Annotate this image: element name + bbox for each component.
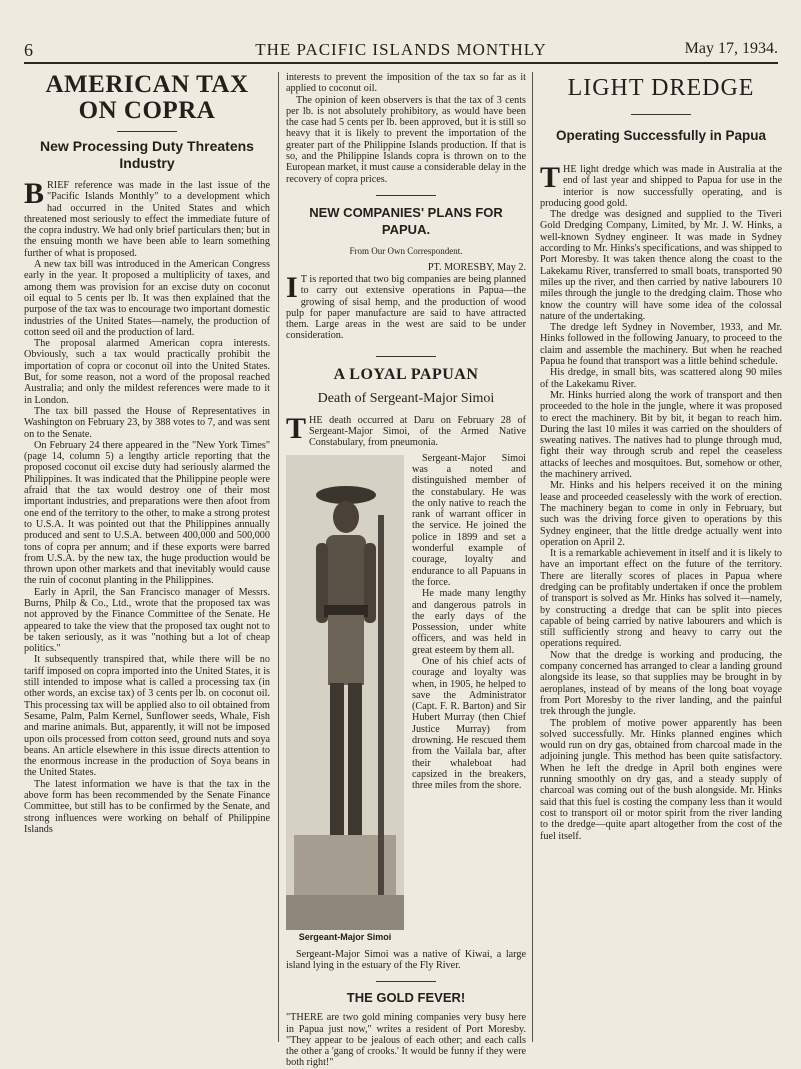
paragraph: The proposal alarmed American copra interests. Obviously, such a tax would practically prohibit the importation of copra or coconut oil into the United States. But, for some reason, not a word of the proposal reached Australia; and only the mildest references were made to it in London. [24, 338, 270, 406]
page-header [24, 40, 778, 64]
paragraph: His dredge, in small bits, was scattered along 90 miles of the Lakekamu River. [540, 367, 782, 390]
paragraph: Sergeant-Major Simoi was a noted and distinguished member of the constabulary. He was the only native to reach the rank of warrant officer in the service. He joined the police in 1899 and set a wonderful example of courage, loyalty and endurance to all Papuans in the force. [412, 452, 526, 588]
paragraph: Mr. Hinks hurried along the work of transport and then proceeded to the hole in the jungle, where it was proposed to erect the machinery. Bit by bit, it began to reach him. During the last 10 miles it was carried on the shoulders of sweating natives. The natives had to plunge through mud, fight their way through scrub and repel the ceaseless attacks of leeches and mosquitoes. But, somehow or other, the machinery arrived. [540, 389, 782, 481]
gold-body [286, 1012, 526, 1068]
dredge-headline: LIGHT DREDGE [567, 75, 755, 101]
issue-date: May 17, 1934. [684, 40, 778, 57]
paragraph: RIEF reference was made in the last issue of the "Pacific Islands Monthly" to a development which had occurred in the United States and which threatened most seriously to effect the immediate future of the copra industry. We had only brief particulars then; but in the ensuing month we have been able to learn something further of what is proposed. [24, 180, 270, 259]
paragraph: Sergeant-Major Simoi was a native of Kiwai, a large island lying in the estuary of the Fly River. [286, 948, 526, 971]
paragraph: HE light dredge which was made in Australia at the end of last year and shipped to Papua for use in the interior is now successfully operating, and is producing good gold. [540, 164, 782, 209]
paragraph: The latest information we have is that the tax in the above form has been recommended by the Senate Finance Committee, but still has to be confirmed by the Senate, and strong influences were working on behalf of Philippine Islands [24, 778, 270, 835]
column-2 [286, 72, 526, 1069]
papuan-body [286, 411, 526, 971]
papuan-subhead: Death of Sergeant-Major Simoi [317, 390, 495, 406]
page-number: 6 [24, 40, 33, 60]
paragraph: T is reported that two big companies are being planned to carry out extensive operations in Papua—the growing of sisal hemp, and the production of wood pulp for paper manufacture are said to have attracted them. Large areas in the west are said to be under consideration. [286, 273, 526, 342]
photo-sergeant-major-simoi [286, 455, 404, 947]
dredge-subhead: Operating Successfully in Papua [555, 128, 767, 143]
paragraph: On February 24 there appeared in the "New York Times" (page 14, column 5) a lengthy article reporting that the proposed coconut oil excise duty had seriously alarmed the Philippines. It was indicated that the Philippine people were afraid that the tax would destroy one of their most important industries, and preparations were then afoot from one end of the territory to the other, to make a strong protest to U.S.A. It was pointed out that the Philippines annually produced and sent to U.S.A. between 400,000 and 500,000 tons of copra per annum; and if these exports were barred from U.S.A. by the new tax, the huge production would be thrown upon other markets and that inevitably would cause the ruin of coconut planting in the Philippines. [24, 439, 270, 587]
paragraph: HE death occurred at Daru on February 28 of Sergeant-Major Simoi, of the Armed Native Constabulary, from pneumonia. [309, 414, 526, 449]
paragraph: "THERE are two gold mining companies very busy here in Papua just now," writes a resident of Port Moresby. "They appear to be jealous of each other; and each calls the other a 'gang of crooks.' It would be funny if they were both right!" [286, 1012, 526, 1069]
divider [376, 195, 436, 196]
dropcap: I [286, 270, 298, 304]
paragraph: The opinion of keen observers is that the tax of 3 cents per lb. is not absolutely prohibitory, as would have been the case had 5 cents per lb. been approved, but it is still so heavy that it is likely to prevent the importation of the greater part of the Philippine Islands production. If that is so, and the Philippine Islands copra is thrown on to the European market, it must cause a considerable delay in the recovery of copra prices. [286, 94, 526, 185]
dredge-body [540, 161, 782, 842]
column-1 [24, 72, 270, 835]
paragraph: The tax bill passed the House of Representatives in Washington on February 23, by 388 votes to 7, and was sent on to the Senate. [24, 405, 270, 440]
paragraph: Early in April, the San Francisco manager of Messrs. Burns, Philp & Co., Ltd., wrote that the proposed tax was not approved by the Finance Committee of the Senate. He appeared to take the view that the proposed tax ought not to be taken seriously, as it was "nothing but a lot of cheap politics." [24, 586, 270, 655]
paragraph: Now that the dredge is working and producing, the company concerned has arranged to clear a landing ground alongside its lease, so that supplies may be brought in by aeroplanes, instead of by means of the long boat voyage from Port Moresby to the river landing, and the painful trek through the jungle. [540, 649, 782, 718]
tax-headline: AMERICAN TAX ON COPRA [45, 71, 249, 124]
paragraph: A new tax bill was introduced in the American Congress early in the year. It proposed a multiplicity of taxes, and among them was provision for an excise duty on coconut oil equal to 5 cents per lb. It was then explained that the purpose of the tax was to encourage two important domestic industries of the United States—namely, the production of cotton seed oil and the production of lard. [24, 259, 270, 338]
paragraph: Mr. Hinks and his helpers received it on the mining lease and proceeded ceaselessly with the work of erection. The machinery began to come in only in February, but such was the driving force given to operations by this Sydney engineer, that the little dredge actually went into operation on April 2. [540, 480, 782, 548]
divider [376, 356, 436, 357]
paragraph: It is a remarkable achievement in itself and it is likely to have an important effect on the future of the territory. There are literally scores of places in Papua where dredging can be profitably undertaken if once the problem of transport is solved as Mr. Hinks has solved it—namely, by constructing a dredge that can be split into pieces capable of being carried by native labourers and which is still sufficiently strong and heavy to carry out the operations required. [540, 548, 782, 650]
paragraph: The problem of motive power apparently has been solved successfully. Mr. Hinks planned engines which would run on dry gas, obtained from charcoal made in the adjoining jungle. This method has been quite satisfactory. When he left the dredge in April both engines were running smoothly on dry gas, and a steady supply of charcoal was coming out of the bush alongside. Mr. Hinks said that this fuel is costing the company less than it would cost to transport oil or motor spirit from the river landing to the dredge—quite apart altogether from the cost of the fuel itself. [540, 717, 782, 842]
dropcap: B [24, 177, 45, 210]
paragraph: interests to prevent the imposition of the tax so far as it applied to coconut oil. [286, 72, 526, 95]
paragraph: The dredge left Sydney in November, 1933, and Mr. Hinks followed in the following January, to proceed to the claim and assemble the machinery. But when he reached Papua he found that transport was a little behind schedule. [540, 322, 782, 368]
dropcap: T [540, 161, 561, 194]
paragraph: The dredge was designed and supplied to the Tiveri Gold Dredging Company, Limited, by Mr. J. W. Hinks, a well-known Sydney engineer. It was made in Sydney according to Mr. Hinks's specifications, and was shipped to Port Moresby. It was taken thence along the coast to the Lakekamu River, transferred to small boats, transported 90 miles up the river, and then carried by native labourers 10 miles through the jungle to the dredging claim. Those who know the country will have some idea of the colossal nature of the undertaking. [540, 209, 782, 322]
gold-headline: THE GOLD FEVER! [346, 990, 466, 1006]
dateline: PT. MORESBY, May 2. [427, 261, 526, 273]
column-rule [278, 72, 279, 1042]
column-rule [532, 72, 533, 1042]
papuan-headline: A LOYAL PAPUAN [333, 365, 479, 383]
paragraph: It subsequently transpired that, while there will be no tariff imposed on copra imported into the United States, it is still intended to impose what is called a processing tax (in other words, an excise tax) of 3 cents per lb. on coconut oil. This processing tax will be applied also to oil obtained from Sesame, Palm, Palm Kernel, Sunflower seeds, Whale, Fish and marine animals. But, apparently, it will not be imposed upon oils processed from cotton seed, ground nuts and soya beans. An article elsewhere in this issue directs attention to the enormous increase in the production of Soya beans in the United States. [24, 654, 270, 779]
paragraph: He made many lengthy and dangerous patrols in the early days of the Possession, under white officers, and was held in great esteem by them all. [412, 588, 526, 656]
tax-subhead: New Processing Duty Threatens Industry [40, 138, 254, 171]
tax-article-body [24, 177, 270, 835]
divider [117, 131, 177, 132]
divider [631, 114, 691, 115]
column-3 [540, 72, 782, 842]
byline: From Our Own Correspondent. [349, 245, 463, 256]
portrait-image [286, 455, 404, 930]
paragraph: One of his chief acts of courage and loyalty was when, in 1905, he helped to save the Administrator (Capt. F. R. Barton) and Sir Hubert Murray (then Chief Justice Murray) from drowning. He rescued them from the Vailala bar, after their whaleboat had capsized in the breakers, three miles from the shore. [412, 655, 526, 792]
masthead: THE PACIFIC ISLANDS MONTHLY [255, 40, 547, 59]
dropcap: T [286, 411, 307, 445]
photo-caption: Sergeant-Major Simoi [298, 931, 392, 942]
companies-headline: NEW COMPANIES' PLANS FOR PAPUA. [309, 204, 503, 237]
tax-continuation [286, 72, 526, 185]
divider [376, 981, 436, 982]
companies-body [286, 270, 526, 342]
